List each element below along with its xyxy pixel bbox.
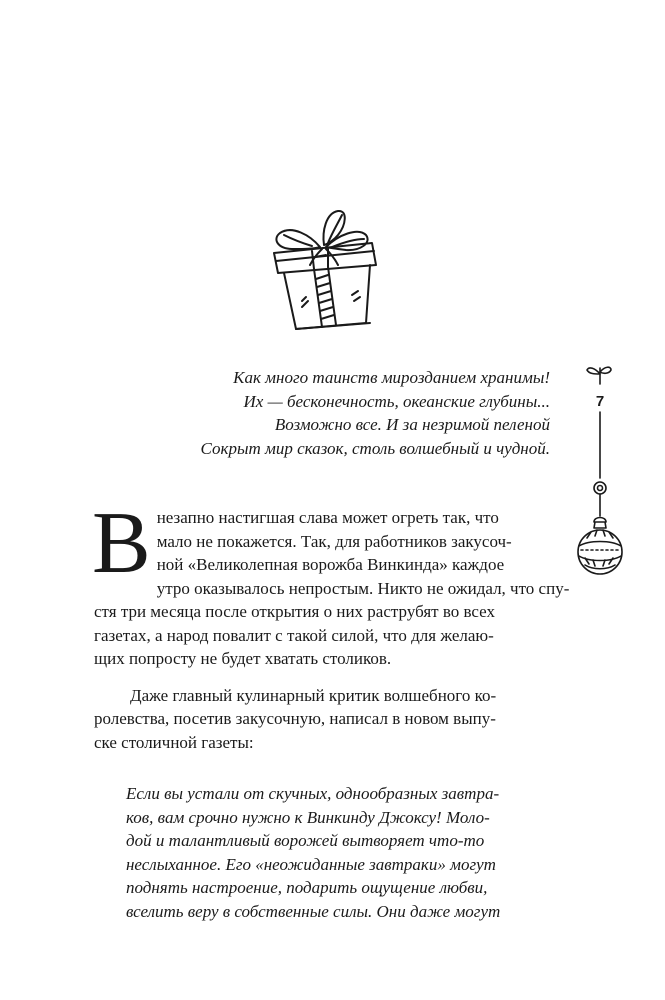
quote-line: неслыханное. Его «неожиданные завтраки» могут: [126, 854, 496, 874]
gift-box-icon: [262, 205, 386, 335]
quote-line: вселить веру в собственные силы. Они даже могут: [126, 901, 501, 921]
epigraph-line: Как много таинств мирозданием хранимы!: [233, 368, 550, 387]
text-line: ной «Великолепная ворожба Винкинда» каждое: [156, 555, 505, 574]
text-line: незапно настигшая слава может огреть так, что: [156, 508, 499, 527]
text-line: газетах, а народ повалит с такой силой, что для желаю-: [94, 625, 494, 645]
quote-block: [126, 782, 536, 923]
text-line: ролевства, посетив закусочную, написал в новом выпу-: [94, 709, 496, 728]
quote-line: ков, вам срочно нужно к Винкинду Джоксу! Моло-: [126, 807, 490, 827]
quote-line: поднять настроение, подарить ощущение любви,: [126, 878, 488, 897]
main-text: [92, 495, 570, 754]
page-number: 7: [592, 394, 608, 410]
quote-line: дой и талантливый ворожей вытворяет что-то: [126, 831, 485, 850]
text-line: ске столичной газеты:: [94, 732, 254, 752]
epigraph-line: Их — бесконечность, океанские глубины...: [243, 391, 550, 411]
paragraph: [94, 684, 550, 755]
quote-line: Если вы устали от скучных, однообразных завтра-: [126, 784, 500, 803]
text-line: щих попросту не будет хватать столиков.: [94, 649, 392, 668]
epigraph-line: Сокрыт мир сказок, столь волшебный и чудной.: [200, 438, 550, 458]
text-line: Даже главный кулинарный критик волшебного ко-: [130, 685, 497, 705]
text-line: мало не покажется. Так, для работников закусоч-: [156, 531, 512, 551]
epigraph-line: Возможно все. И за незримой пеленой: [274, 415, 550, 434]
drop-cap: В: [92, 495, 151, 592]
epigraph: [130, 366, 550, 460]
paragraph: [92, 495, 570, 671]
text-line: стя три месяца после открытия о них раструбят во всех: [94, 602, 495, 621]
text-line: утро оказывалось непростым. Никто не ожидал, что спу-: [156, 578, 570, 598]
